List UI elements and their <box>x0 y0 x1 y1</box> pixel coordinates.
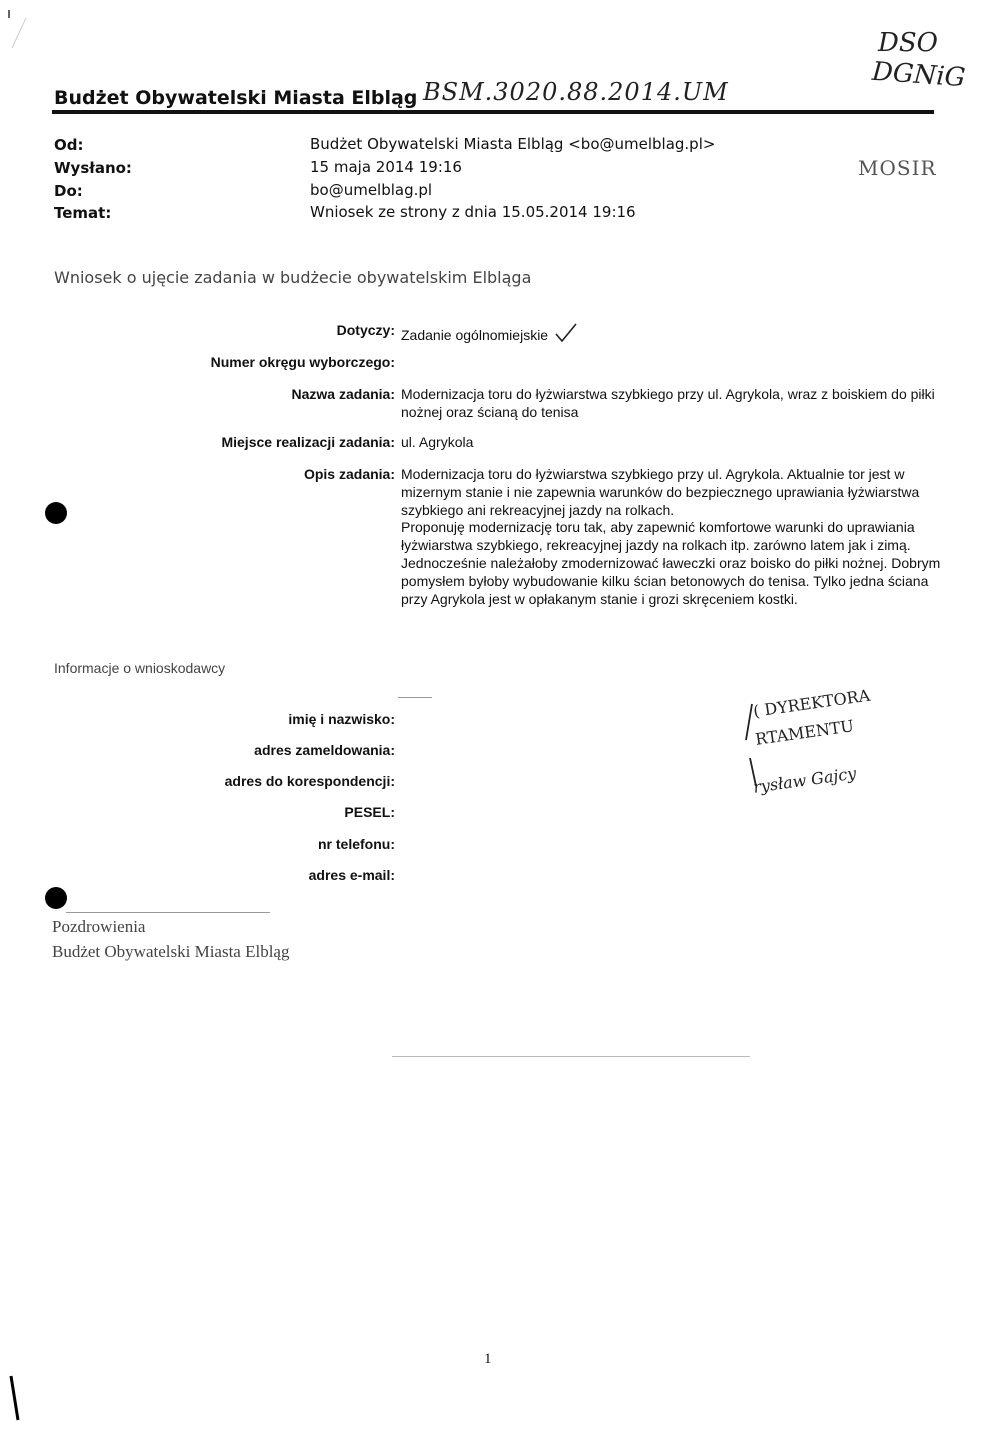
divider <box>392 1056 750 1057</box>
stamp-line-2: RTAMENTU <box>754 716 856 749</box>
meta-label-subject: Temat: <box>54 204 112 222</box>
scan-mark-icon <box>6 8 28 52</box>
applicant-label-phone: nr telefonu: <box>318 836 395 852</box>
signature-divider <box>66 912 270 913</box>
field-value-dotyczy <box>401 322 941 345</box>
applicant-section-title: Informacje o wnioskodawcy <box>54 660 226 676</box>
punch-hole-mark <box>45 502 67 524</box>
closing-sender: Budżet Obywatelski Miasta Elbląg <box>52 942 290 961</box>
page-number: 1 <box>484 1351 492 1367</box>
meta-value-sent: 15 maja 2014 19:16 <box>310 158 462 176</box>
scan-edge-mark-icon <box>6 1374 22 1422</box>
field-value-miejsce: ul. Agrykola <box>401 434 474 450</box>
applicant-label-pesel: PESEL: <box>344 804 395 820</box>
handwritten-reference-number: BSM.3020.88.2014.UM <box>423 78 729 106</box>
handwritten-note-dgnig: DGNiG <box>871 56 967 94</box>
field-label-dotyczy: Dotyczy: <box>336 322 395 338</box>
meta-label-from: Od: <box>54 136 84 154</box>
field-label-nazwa: Nazwa zadania: <box>291 386 395 402</box>
field-value-dotyczy-text: Zadanie ogólnomiejskie <box>401 327 549 343</box>
meta-label-sent: Wysłano: <box>54 159 132 177</box>
field-label-okreg: Numer okręgu wyborczego: <box>210 354 395 370</box>
meta-value-to: bo@umelblag.pl <box>310 181 433 199</box>
field-label-miejsce: Miejsce realizacji zadania: <box>221 434 395 450</box>
handwritten-note-mosir: MOSIR <box>858 156 937 180</box>
applicant-label-correspondence: adres do korespondencji: <box>224 773 395 789</box>
field-value-nazwa: Modernizacja toru do łyżwiarstwa szybkiego przy ul. Agrykola, wraz z boiskiem do piłki nożnej oraz ścianą do tenisa <box>401 386 935 420</box>
handwritten-note-dso: DSO <box>878 28 938 58</box>
form-title: Wniosek o ujęcie zadania w budżecie obywatelskim Elbląga <box>54 268 532 287</box>
applicant-label-address: adres zameldowania: <box>254 742 395 758</box>
applicant-label-email: adres e-mail: <box>308 867 395 883</box>
signature-stroke-icon <box>742 700 762 790</box>
field-value-opis: Modernizacja toru do łyżwiarstwa szybkiego przy ul. Agrykola. Aktualnie tor jest w mizernym stanie i nie zapewnia warunków do bezpiecznego uprawiania łyżwiarstwa szybkiego ani rekreacyjnej jazdy na rolkach. Proponuję modernizację toru tak, aby zapewnić komfortowe warunki do uprawiania łyżwiarstwa szybkiego, rekreacyjnej jazdy na rolkach itp. zarówno latem jak i zimą. Jednocześnie należałoby zmodernizować ławeczki oraz boisko do piłki nożnej. Dobrym pomysłem byłoby wybudowanie kilku ścian betonowych do tenisa. Tylko jedna ściana przy Agrykola jest w opłakanym stanie i grozi skręceniem kostki. <box>401 466 941 607</box>
punch-hole-mark <box>45 887 67 909</box>
applicant-label-name: imię i nazwisko: <box>288 711 395 727</box>
field-label-opis: Opis zadania: <box>303 466 395 482</box>
meta-label-to: Do: <box>54 182 83 200</box>
document-header-title: Budżet Obywatelski Miasta Elbląg <box>54 87 418 109</box>
checkmark-icon <box>554 322 578 344</box>
stamp-line-1: ( DYREKTORA <box>752 685 872 721</box>
header-rule <box>52 110 934 114</box>
stamp-line-3: rysław Gajcy <box>752 763 858 797</box>
closing-greeting: Pozdrowienia <box>52 917 146 936</box>
meta-value-from: Budżet Obywatelski Miasta Elbląg <bo@umelblag.pl> <box>310 135 716 153</box>
meta-value-subject: Wniosek ze strony z dnia 15.05.2014 19:16 <box>310 203 636 221</box>
divider <box>398 697 432 698</box>
